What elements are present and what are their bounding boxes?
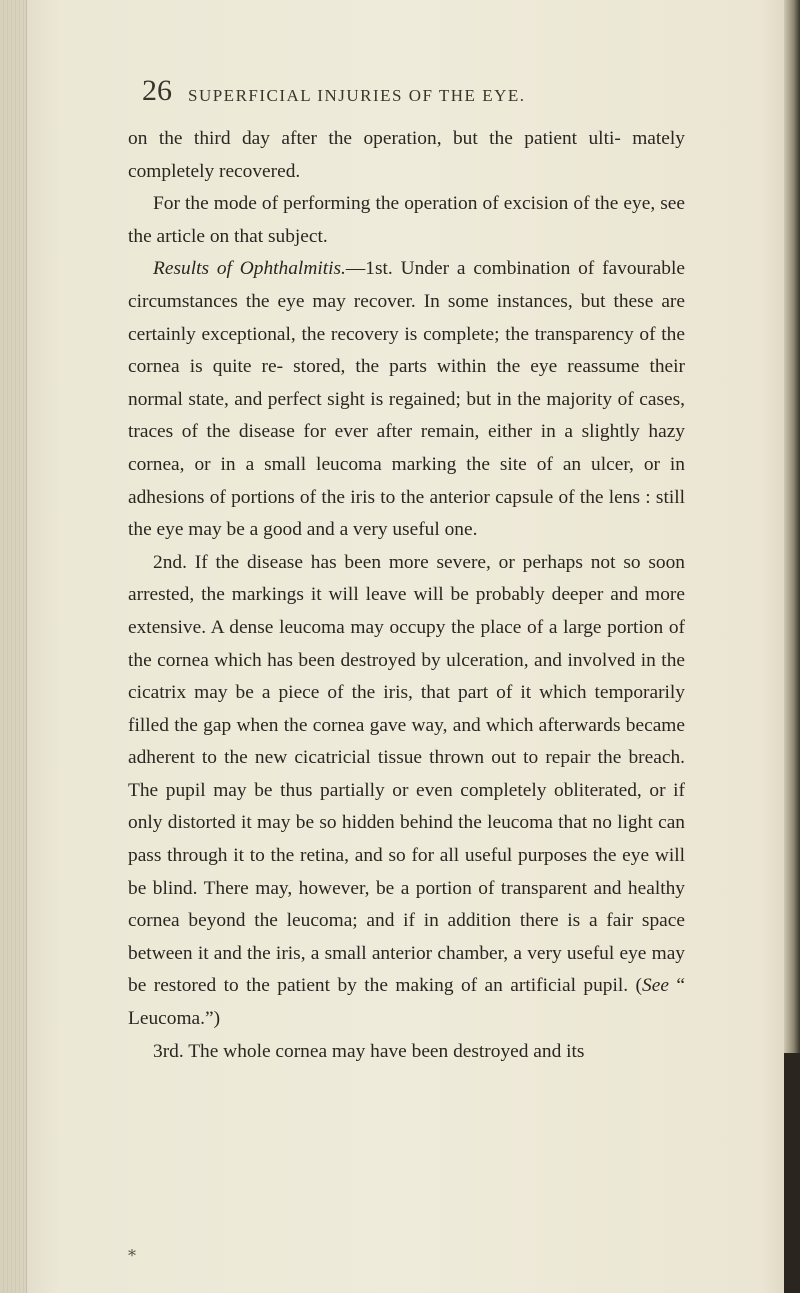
page-edge-shadow <box>784 1053 800 1293</box>
paragraph: Results of Ophthalmitis.—1st. Under a combination of favourable circumstances the eye may recover. In some instances, but these are certainly exceptional, the recovery is complete; the transparency of the cornea is quite re- stored, the parts within the eye reassume their normal state, and perfect sight is regained; but in the majority of cases, traces of the disease for ever after remain, either in a slightly hazy cornea, or in a small leucoma marking the site of an ulcer, or in adhesions of portions of the iris to the anterior capsule of the lens : still the eye may be a good and a very useful one. <box>128 258 685 541</box>
paragraph: For the mode of performing the operation of excision of the eye, see the article on that subject. <box>128 193 685 247</box>
binding-gutter <box>0 0 27 1293</box>
page-number: 26 <box>142 74 172 107</box>
paragraph: 2nd. If the disease has been more severe, or perhaps not so soon arrested, the markings it will leave will be probably deeper and more extensive. A dense leucoma may occupy the place of a large portion of the cornea which has been destroyed by ulceration, and involved in the cicatrix may be a piece of the iris, that part of it which temporarily filled the gap when the cornea gave way, and which afterwards became adherent to the new cicatricial tissue thrown out to repair the breach. The pupil may be thus partially or even completely obliterated, or if only distorted it may be so hidden behind the leucoma that no light can pass through it to the retina, and so for all useful purposes the eye will be blind. There may, however, be a portion of transparent and healthy cornea beyond the leucoma; and if in addition there is a fair space between it and the iris, a small anterior chamber, a very useful eye may be restored to the patient by the making of an artificial pupil. (See “ Leucoma.”) <box>128 551 685 1030</box>
running-head: SUPERFICIAL INJURIES OF THE EYE. <box>188 86 526 105</box>
body-text <box>128 123 685 1068</box>
section-title: Results of Ophthalmitis. <box>153 258 346 280</box>
paragraph: 3rd. The whole cornea may have been destroyed and its <box>153 1040 585 1062</box>
signature-mark: * <box>128 1246 136 1265</box>
paragraph: on the third day after the operation, but the patient ulti- mately completely recovered. <box>128 128 685 182</box>
cross-reference: See <box>642 975 669 997</box>
